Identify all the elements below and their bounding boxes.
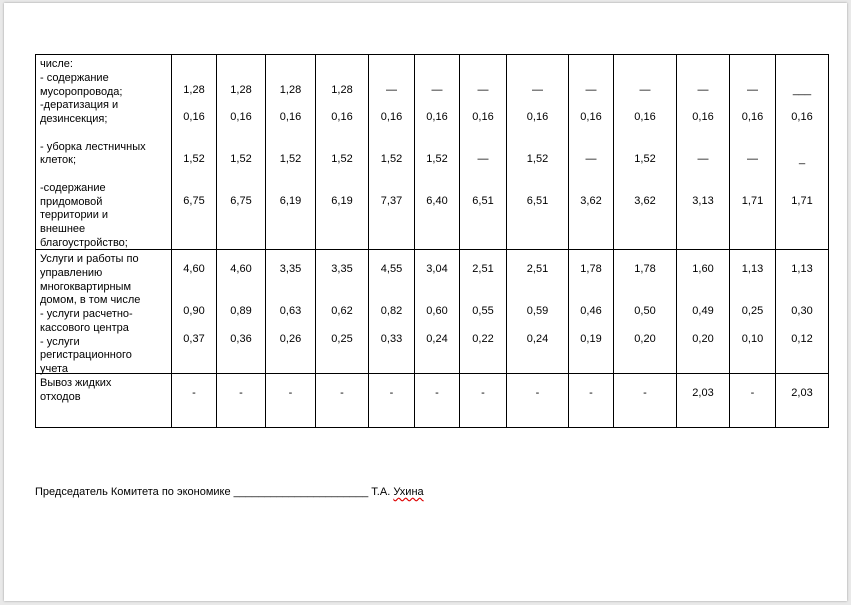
cell-value: 0,19 xyxy=(580,333,602,345)
cell-value: 0,10 xyxy=(741,333,764,345)
row-label-line: внешнее xyxy=(40,223,86,235)
value-cell xyxy=(730,374,776,428)
document-page xyxy=(4,3,847,601)
cell-value: 3,62 xyxy=(634,195,656,207)
cell-value: 1,13 xyxy=(791,263,813,275)
value-cell xyxy=(266,55,316,250)
cell-value: 1,60 xyxy=(692,263,714,275)
value-cell xyxy=(369,55,415,250)
row-label-line: территории и xyxy=(40,209,109,221)
cell-value: 0,89 xyxy=(230,305,252,317)
value-cell xyxy=(507,374,569,428)
cell-value: 1,28 xyxy=(230,84,252,96)
cell-value: 0,30 xyxy=(791,305,813,317)
cell-value: _ xyxy=(798,153,806,165)
signatory-name: Ухина xyxy=(393,486,424,498)
cell-value: ___ xyxy=(792,84,812,96)
cell-value: 1,52 xyxy=(380,153,403,165)
cell-value: 4,55 xyxy=(380,263,403,275)
value-cell xyxy=(316,250,369,374)
cell-value: — xyxy=(747,153,758,165)
cell-value: 1,52 xyxy=(230,153,252,165)
cell-value: 3,04 xyxy=(426,263,448,275)
cell-value: — xyxy=(532,84,543,96)
cell-value: 0,16 xyxy=(526,111,549,123)
cell-value: 0,16 xyxy=(380,111,403,123)
row-label-cell xyxy=(36,55,172,250)
value-cell xyxy=(730,55,776,250)
value-cell xyxy=(776,374,829,428)
cell-value: 2,51 xyxy=(526,263,549,275)
cell-value: 6,75 xyxy=(183,195,205,207)
table-row xyxy=(36,374,829,428)
cell-value: 0,59 xyxy=(526,305,549,317)
cell-value: 0,55 xyxy=(472,305,494,317)
cell-value: 1,52 xyxy=(526,153,549,165)
cell-value: 2,03 xyxy=(791,387,813,399)
row-label-line: управлению xyxy=(40,267,103,279)
cell-value: - xyxy=(535,387,540,399)
cell-value: - xyxy=(435,387,439,399)
cell-value: 6,40 xyxy=(426,195,448,207)
table-row xyxy=(36,55,829,250)
cell-value: 0,37 xyxy=(183,333,205,345)
value-cell xyxy=(415,374,460,428)
cell-value: - xyxy=(288,387,293,399)
value-cell xyxy=(415,55,460,250)
cell-value: — xyxy=(585,153,597,165)
value-cell xyxy=(569,374,614,428)
cell-value: 0,33 xyxy=(380,333,403,345)
cell-value: 1,28 xyxy=(279,84,302,96)
cell-value: 3,62 xyxy=(580,195,602,207)
row-label-line: отходов xyxy=(40,391,81,403)
cell-value: — xyxy=(585,84,597,96)
value-cell xyxy=(217,250,266,374)
cell-value: 0,20 xyxy=(692,333,714,345)
cell-value: 0,22 xyxy=(472,333,494,345)
cell-value: 1,28 xyxy=(183,84,205,96)
row-label-line: - уборка лестничных xyxy=(40,141,146,153)
cell-value: - xyxy=(589,387,593,399)
value-cell xyxy=(172,55,217,250)
cell-value: — xyxy=(697,84,709,96)
value-cell xyxy=(266,250,316,374)
cell-value: 0,16 xyxy=(741,111,764,123)
cell-value: 0,16 xyxy=(331,111,353,123)
cell-value: 0,16 xyxy=(634,111,656,123)
cell-value: 0,62 xyxy=(331,305,353,317)
cell-value: 0,50 xyxy=(634,305,656,317)
cell-value: 4,60 xyxy=(230,263,252,275)
cell-value: 1,52 xyxy=(426,153,448,165)
cell-value: 1,52 xyxy=(331,153,353,165)
value-cell xyxy=(776,55,829,250)
value-cell xyxy=(316,374,369,428)
row-label-line: многоквартирным xyxy=(40,281,132,293)
cell-value: 0,24 xyxy=(526,333,549,345)
cell-value: 1,28 xyxy=(331,84,353,96)
value-cell xyxy=(507,55,569,250)
cell-value: 7,37 xyxy=(380,195,403,207)
cell-value: 0,25 xyxy=(741,305,764,317)
cell-value: 6,51 xyxy=(526,195,549,207)
cell-value: — xyxy=(431,84,443,96)
cell-value: — xyxy=(477,153,489,165)
value-cell xyxy=(614,250,677,374)
cell-value: - xyxy=(340,387,344,399)
value-cell xyxy=(266,374,316,428)
cell-value: 0,25 xyxy=(331,333,353,345)
cell-value: 6,19 xyxy=(279,195,302,207)
row-label-cell xyxy=(36,374,172,428)
cell-value: 2,51 xyxy=(472,263,494,275)
cell-value: 0,24 xyxy=(426,333,448,345)
cell-value: 0,46 xyxy=(580,305,602,317)
cell-value: - xyxy=(389,387,394,399)
cell-value: 4,60 xyxy=(183,263,205,275)
cell-value: - xyxy=(192,387,196,399)
value-cell xyxy=(569,250,614,374)
cell-value: - xyxy=(481,387,485,399)
table-row xyxy=(36,250,829,374)
cell-value: 2,03 xyxy=(692,387,714,399)
row-label-line: мусоропровода; xyxy=(40,86,123,98)
cell-value: 0,90 xyxy=(183,305,205,317)
cell-value: 3,35 xyxy=(331,263,353,275)
cell-value: 0,16 xyxy=(472,111,494,123)
cell-value: 0,16 xyxy=(692,111,714,123)
row-label-line: благоустройство; xyxy=(40,237,128,249)
cell-value: 0,63 xyxy=(279,305,302,317)
cell-value: 0,49 xyxy=(692,305,714,317)
cell-value: — xyxy=(697,153,709,165)
cell-value: 0,60 xyxy=(426,305,448,317)
row-label-line: - содержание xyxy=(40,72,109,84)
cell-value: 0,16 xyxy=(426,111,448,123)
value-cell xyxy=(507,250,569,374)
cell-value: 0,16 xyxy=(791,111,813,123)
row-label-line: кассового центра xyxy=(40,322,129,334)
value-cell xyxy=(677,55,730,250)
cell-value: 1,52 xyxy=(279,153,302,165)
row-label-line: - услуги расчетно- xyxy=(40,308,133,320)
value-cell xyxy=(369,374,415,428)
cell-value: 3,35 xyxy=(279,263,302,275)
value-cell xyxy=(316,55,369,250)
cell-value: 1,78 xyxy=(580,263,602,275)
cell-value: — xyxy=(386,84,397,96)
cell-value: 1,71 xyxy=(741,195,764,207)
row-label-line: клеток; xyxy=(40,154,77,166)
cell-value: 3,13 xyxy=(692,195,714,207)
value-cell xyxy=(730,250,776,374)
signature-line xyxy=(35,486,424,498)
row-label-line: числе: xyxy=(40,58,73,70)
value-cell xyxy=(677,374,730,428)
row-label-line: Вывоз жидких xyxy=(40,377,112,389)
cell-value: 1,52 xyxy=(634,153,656,165)
cell-value: 1,71 xyxy=(791,195,813,207)
cell-value: — xyxy=(639,84,651,96)
cell-value: 1,52 xyxy=(183,153,205,165)
tariff-table xyxy=(35,54,829,428)
cell-value: 0,12 xyxy=(791,333,813,345)
signature-text: Председатель Комитета по экономике ______________________ Т.А. xyxy=(35,486,394,498)
cell-value: 0,16 xyxy=(183,111,205,123)
value-cell xyxy=(614,374,677,428)
value-cell xyxy=(677,250,730,374)
cell-value: 0,16 xyxy=(279,111,302,123)
cell-value: — xyxy=(477,84,489,96)
value-cell xyxy=(369,250,415,374)
cell-value: — xyxy=(747,84,758,96)
cell-value: 0,20 xyxy=(634,333,656,345)
cell-value: 1,13 xyxy=(741,263,764,275)
value-cell xyxy=(172,250,217,374)
value-cell xyxy=(776,250,829,374)
row-label-cell xyxy=(36,250,172,374)
row-label-line: - услуги xyxy=(40,336,80,348)
value-cell xyxy=(415,250,460,374)
row-label-line: учета xyxy=(40,363,69,375)
cell-value: 1,78 xyxy=(634,263,656,275)
row-label-line: придомовой xyxy=(40,196,103,208)
cell-value: - xyxy=(239,387,243,399)
value-cell xyxy=(217,374,266,428)
cell-value: 6,51 xyxy=(472,195,494,207)
value-cell xyxy=(460,250,507,374)
cell-value: - xyxy=(643,387,647,399)
cell-value: 0,82 xyxy=(380,305,403,317)
row-label-line: домом, в том числе xyxy=(40,294,141,306)
row-label-line: дезинсекция; xyxy=(40,113,108,125)
row-label-line: регистрационного xyxy=(40,349,132,361)
value-cell xyxy=(460,374,507,428)
row-label-line: -дератизация и xyxy=(40,99,119,111)
cell-value: 0,16 xyxy=(580,111,602,123)
value-cell xyxy=(172,374,217,428)
cell-value: 0,36 xyxy=(230,333,252,345)
row-label-line: Услуги и работы по xyxy=(40,253,139,265)
value-cell xyxy=(614,55,677,250)
value-cell xyxy=(569,55,614,250)
row-label-line: -содержание xyxy=(40,182,106,194)
cell-value: 6,75 xyxy=(230,195,252,207)
cell-value: 0,16 xyxy=(230,111,252,123)
cell-value: 6,19 xyxy=(331,195,353,207)
cell-value: - xyxy=(750,387,755,399)
value-cell xyxy=(460,55,507,250)
value-cell xyxy=(217,55,266,250)
cell-value: 0,26 xyxy=(279,333,302,345)
